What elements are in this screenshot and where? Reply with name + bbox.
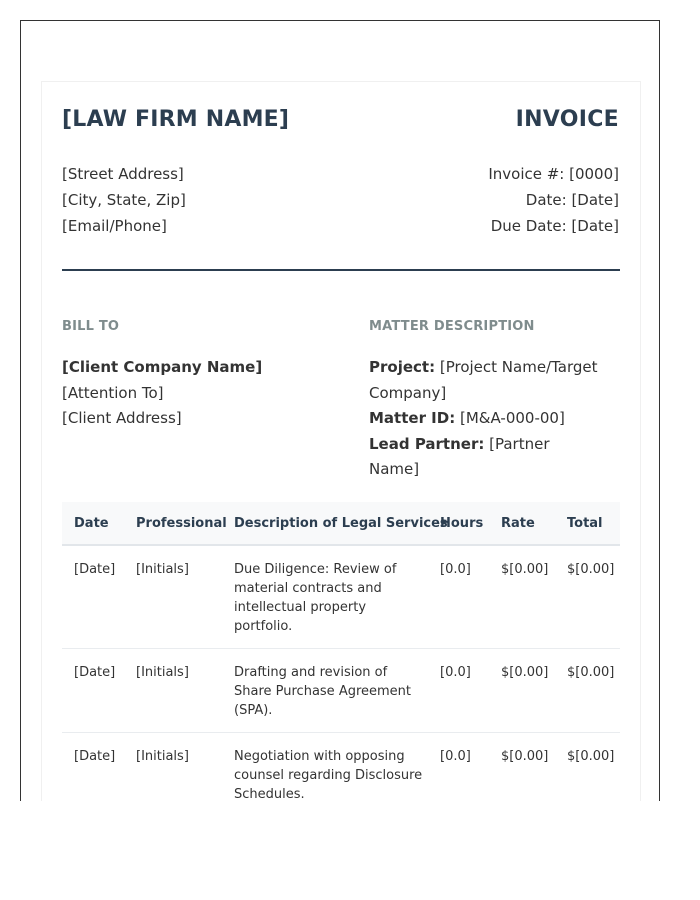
cell-description: Due Diligence: Review of material contracts and intellectual property portfolio. [222,545,428,649]
cell-total: $[0.00] [555,733,620,802]
invoice-due-date: Due Date: [Date] [490,217,619,235]
cell-professional: [Initials] [124,545,222,649]
cell-rate: $[0.00] [489,649,555,733]
matter-id [369,406,599,432]
table-row [62,545,620,649]
cell-hours: [0.0] [428,545,489,649]
column-header-date: Date [62,502,124,545]
invoice-title: INVOICE [515,107,619,132]
matter-id-value: [M&A-000-00] [460,409,565,427]
client-address: [Client Address] [62,409,182,427]
column-header-rate: Rate [489,502,555,545]
invoice-date: Date: [Date] [525,191,619,209]
table-header-row [62,502,620,545]
column-header-description: Description of Legal Services [222,502,428,545]
cell-total: $[0.00] [555,545,620,649]
cell-rate: $[0.00] [489,545,555,649]
cell-hours: [0.0] [428,733,489,802]
lead-partner-label: Lead Partner: [369,434,485,453]
cell-hours: [0.0] [428,649,489,733]
firm-street-address: [Street Address] [62,165,184,183]
cell-description: Negotiation with opposing counsel regarding Disclosure Schedules. [222,733,428,802]
column-header-hours: Hours [428,502,489,545]
invoice-number: Invoice #: [0000] [488,165,619,183]
cell-description: Drafting and revision of Share Purchase Agreement (SPA). [222,649,428,733]
matter-block [369,355,599,483]
column-header-professional: Professional [124,502,222,545]
matter-lead-partner [369,432,599,483]
cell-professional: [Initials] [124,733,222,802]
document-frame [20,20,660,801]
cell-professional: [Initials] [124,649,222,733]
cell-rate: $[0.00] [489,733,555,802]
project-value: [Project Name/Target Company] [369,358,598,402]
client-attention: [Attention To] [62,383,164,402]
firm-address [62,161,186,239]
cell-date: [Date] [62,733,124,802]
table-row [62,733,620,802]
matter-description-label: MATTER DESCRIPTION [369,319,535,334]
firm-city-state-zip: [City, State, Zip] [62,191,186,209]
cell-date: [Date] [62,545,124,649]
client-company-name: [Client Company Name] [62,358,263,376]
header-divider [62,269,620,271]
firm-name: [LAW FIRM NAME] [62,107,290,132]
bill-to-label: BILL TO [62,319,120,334]
cell-total: $[0.00] [555,649,620,733]
matter-id-label: Matter ID: [369,409,456,427]
table-row [62,649,620,733]
firm-email-phone: [Email/Phone] [62,217,167,235]
project-label: Project: [369,358,436,376]
invoice-meta [488,161,619,239]
matter-project [369,355,599,406]
cell-date: [Date] [62,649,124,733]
lead-partner-value: [Partner Name] [369,434,550,478]
services-table [62,502,620,801]
column-header-total: Total [555,502,620,545]
bill-to-block [62,355,262,432]
